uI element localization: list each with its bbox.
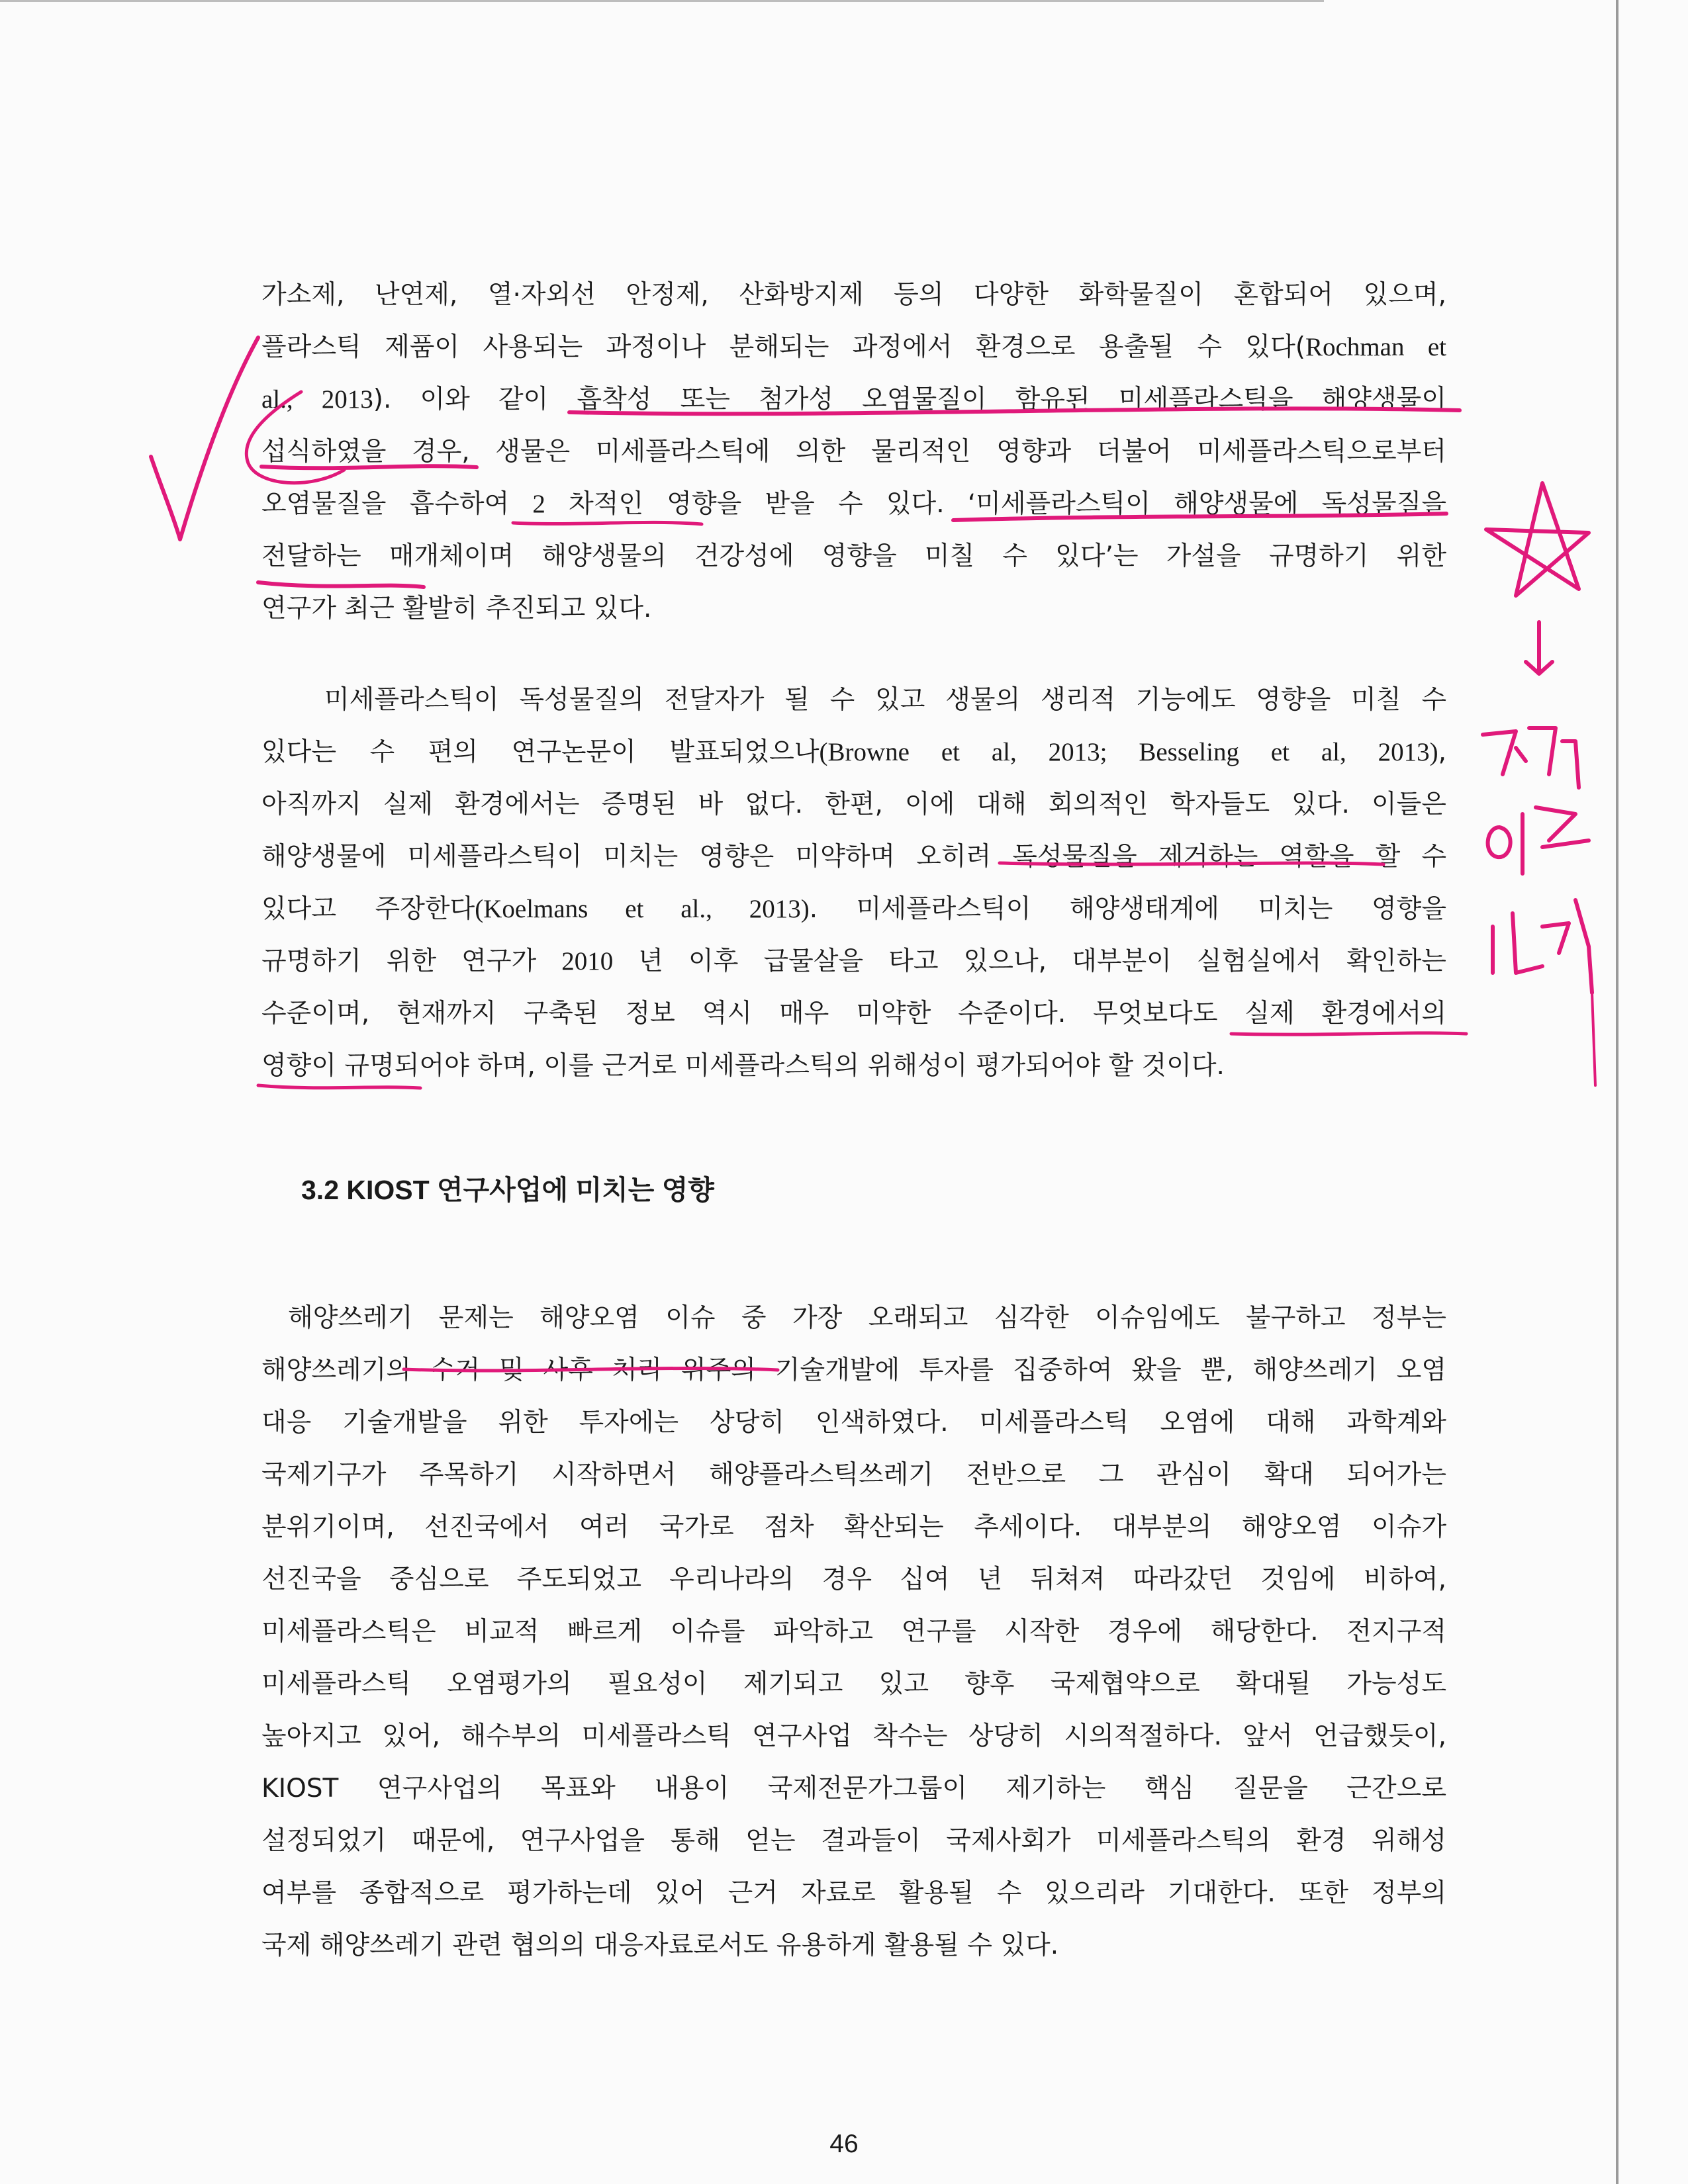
text-line: KIOST 연구사업의 목표와 내용이 국제전문가그룹이 제기하는 핵심 질문을 근간으로 [261,1774,1446,1803]
text-line: 아직까지 실제 환경에서는 증명된 바 없다. 한편, 이에 대해 회의적인 학자들도 있다. 이들은 [261,790,1446,819]
text-line: 플라스틱 제품이 사용되는 과정이나 분해되는 과정에서 환경으로 용출될 수 있다(Rochman et [261,332,1447,362]
down-arrow-annotation [1526,622,1552,674]
text-line: 섭식하였을 경우, 생물은 미세플라스틱에 의한 물리적인 영향과 더불어 미세플라스틱으로부터 [261,437,1446,467]
text-line: 국제 해양쓰레기 관련 협의의 대응자료로서도 유용하게 활용될 수 있다. [261,1931,1059,1960]
text-line: 가소제, 난연제, 열·자외선 안정제, 산화방지제 등의 다양한 화학물질이 혼합되어 있으며, [261,280,1446,310]
handwriting-annotation [1483,728,1579,788]
text-line: 대응 기술개발을 위한 투자에는 상당히 인색하였다. 미세플라스틱 오염에 대해 과학계와 [261,1408,1446,1437]
text-line: 분위기이며, 선진국에서 여러 국가로 점차 확산되는 추세이다. 대부분의 해양오염 이슈가 [261,1512,1446,1542]
text-line: 연구가 최근 활발히 추진되고 있다. [261,594,652,623]
scan-right-edge [1616,0,1618,2184]
text-line: 설정되었기 때문에, 연구사업을 통해 얻는 결과들이 국제사회가 미세플라스틱의 환경 위해성 [261,1826,1446,1856]
text-line: 높아지고 있어, 해수부의 미세플라스틱 연구사업 착수는 상당히 시의적절하다. 앞서 언급했듯이, [261,1721,1446,1751]
text-line: 국제기구가 주목하기 시작하면서 해양플라스틱쓰레기 전반으로 그 관심이 확대 되어가는 [261,1460,1446,1490]
text-line: 여부를 종합적으로 평가하는데 있어 근거 자료로 활용될 수 있으리라 기대한다. 또한 정부의 [261,1878,1446,1908]
section-heading: 3.2 KIOST 연구사업에 미치는 영향 [301,1175,714,1205]
text-line: 미세플라스틱은 비교적 빠르게 이슈를 파악하고 연구를 시작한 경우에 해당한다. 전지구적 [261,1617,1446,1647]
text-line: 영향이 규명되어야 하며, 이를 근거로 미세플라스틱의 위해성이 평가되어야 할 것이다. [261,1051,1225,1081]
text-line: 해양쓰레기 문제는 해양오염 이슈 중 가장 오래되고 심각한 이슈임에도 불구하고 정부는 [288,1303,1446,1333]
scan-top-edge [0,0,1324,2]
text-line: 전달하는 매개체이며 해양생물의 건강성에 영향을 미칠 수 있다’는 가설을 규명하기 위한 [261,541,1446,571]
handwriting-annotation [1493,900,1592,993]
handwriting-annotation [1488,807,1589,874]
text-line: 규명하기 위한 연구가 2010 년 이후 급물살을 타고 있으나, 대부분이 실험실에서 확인하는 [261,946,1446,976]
text-line: 선진국을 중심으로 주도되었고 우리나라의 경우 십여 년 뒤쳐져 따라갔던 것임에 비하여, [261,1565,1446,1594]
text-line: al., 2013). 이와 같이 흡착성 또는 첨가성 오염물질이 함유된 미세플라스틱을 해양생물이 [261,385,1446,414]
check-mark-annotation [151,338,258,539]
star-annotation [1486,483,1589,596]
margin-line-annotation [1592,993,1595,1085]
underline-annotation [258,582,424,587]
text-line: 수준이며, 현재까지 구축된 정보 역시 매우 미약한 수준이다. 무엇보다도 실제 환경에서의 [261,999,1446,1028]
text-line: 해양쓰레기의 수거 및 사후 처리 위주의 기술개발에 투자를 집중하여 왔을 뿐, 해양쓰레기 오염 [261,1355,1446,1385]
page-number: 46 [829,2130,859,2158]
text-line: 미세플라스틱 오염평가의 필요성이 제기되고 있고 향후 국제협약으로 확대될 가능성도 [261,1669,1446,1699]
text-line: 미세플라스틱이 독성물질의 전달자가 될 수 있고 생물의 생리적 기능에도 영향을 미칠 수 [324,685,1446,715]
text-line: 오염물질을 흡수하여 2 차적인 영향을 받을 수 있다. ‘미세플라스틱이 해양생물에 독성물질을 [261,489,1446,519]
text-line: 있다고 주장한다(Koelmans et al., 2013). 미세플라스틱이 해양생태계에 미치는 영향을 [261,894,1446,924]
text-line: 있다는 수 편의 연구논문이 발표되었으나(Browne et al, 2013; Besseling et al, 2013), [261,737,1447,767]
text-line: 해양생물에 미세플라스틱이 미치는 영향은 미약하며 오히려 독성물질을 제거하는 역할을 할 수 [261,842,1446,872]
